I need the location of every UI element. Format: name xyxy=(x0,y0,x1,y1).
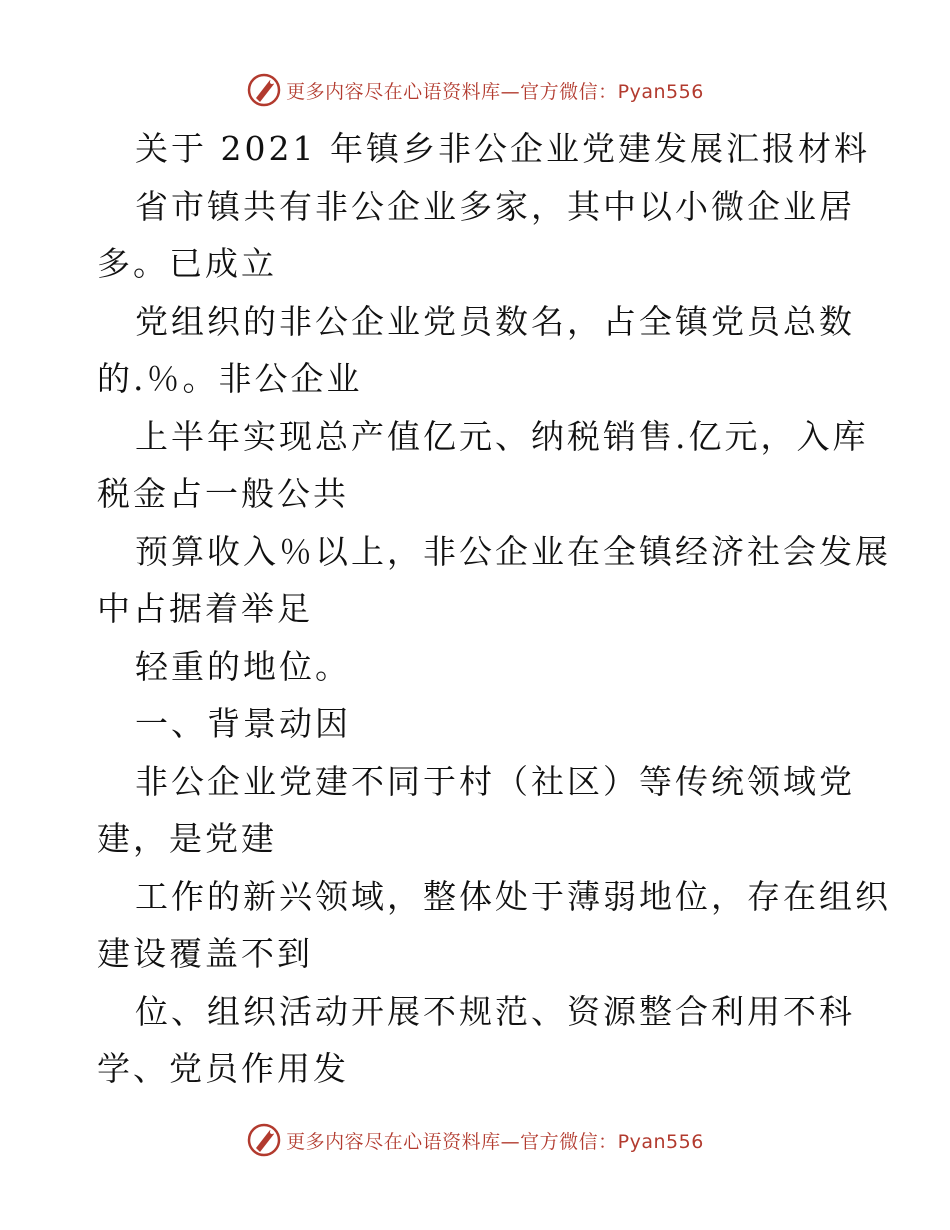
paragraph-line: 预算收入％以上，非公企业在全镇经济社会发展 xyxy=(135,531,891,571)
paragraph-line: 位、组织活动开展不规范、资源整合利用不科 xyxy=(135,991,855,1031)
pen-logo-icon xyxy=(246,1122,282,1158)
header-banner-text: 更多内容尽在心语资料库—官方微信：Pyan556 xyxy=(286,80,704,103)
section-heading: 一、背景动因 xyxy=(135,704,351,743)
paragraph-line: 学、党员作用发 xyxy=(97,1049,349,1088)
paragraph-line: 党组织的非公企业党员数名，占全镇党员总数 xyxy=(135,301,855,341)
header-banner xyxy=(0,70,950,110)
paragraph-line: 多。已成立 xyxy=(97,244,277,283)
paragraph-line: 省市镇共有非公企业多家，其中以小微企业居 xyxy=(135,186,855,226)
paragraph-line: 非公企业党建不同于村（社区）等传统领域党 xyxy=(135,761,855,801)
footer-banner xyxy=(0,1120,950,1160)
paragraph-line: 税金占一般公共 xyxy=(97,474,349,513)
footer-banner-text: 更多内容尽在心语资料库—官方微信：Pyan556 xyxy=(286,1130,704,1153)
paragraph-line: 的.％。非公企业 xyxy=(97,359,363,398)
pen-logo-icon xyxy=(246,72,282,108)
paragraph-line: 轻重的地位。 xyxy=(135,646,351,686)
paragraph-line: 中占据着举足 xyxy=(97,589,313,628)
document-title: 关于 2021 年镇乡非公企业党建发展汇报材料 xyxy=(135,129,870,168)
paragraph-line: 建，是党建 xyxy=(97,819,277,858)
paragraph-line: 上半年实现总产值亿元、纳税销售.亿元，入库 xyxy=(135,416,869,456)
paragraph-line: 建设覆盖不到 xyxy=(97,934,313,973)
document-body xyxy=(97,120,891,1098)
paragraph-line: 工作的新兴领域，整体处于薄弱地位，存在组织 xyxy=(135,876,891,916)
